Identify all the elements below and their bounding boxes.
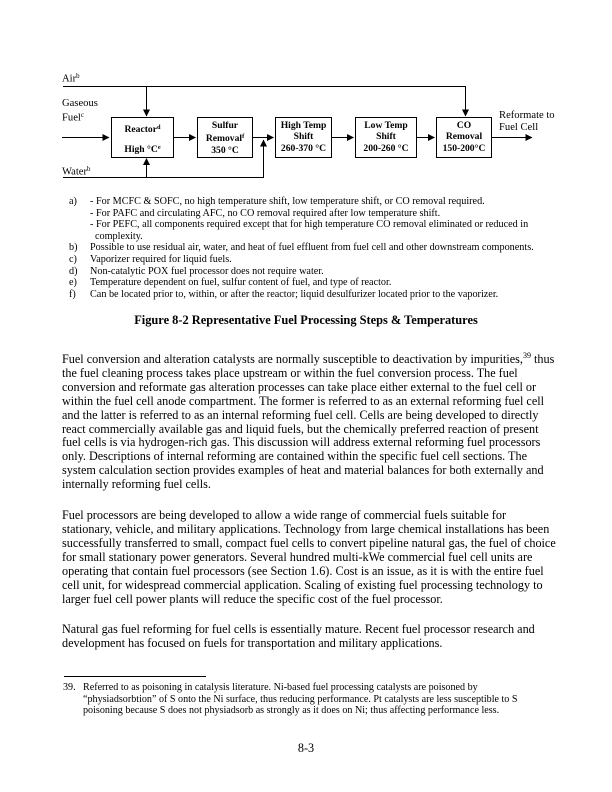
figure-note-a	[69, 196, 534, 242]
footnote-39-line3: poisoning because S does not physiadsorb as strongly as it does on Ni; thus affecting performance less.	[83, 705, 500, 717]
footnote-39-number: 39.	[63, 682, 76, 693]
footnote-39-line2: “physiadsorbtion” of S onto the Ni surface, thus reducing performance. Pt catalysts are less susceptible to S	[83, 693, 518, 705]
note-d-line1: Non-catalytic POX fuel processor does not require water.	[90, 265, 324, 277]
figure-caption: Figure 8-2 Representative Fuel Processing Steps & Temperatures	[134, 313, 478, 327]
note-d-text	[90, 266, 324, 278]
reactor-title-sup: d	[156, 124, 161, 131]
note-e-label: e)	[69, 277, 77, 289]
lts-box-temp: 200-260 °C	[363, 142, 409, 154]
note-b-label: b)	[69, 242, 78, 254]
air-label	[62, 71, 80, 85]
low-temp-shift-box	[355, 117, 417, 158]
reformate-label	[499, 110, 555, 133]
body-text	[62, 353, 556, 668]
paragraph-2: Fuel processors are being developed to allow a wide range of commercial fuels suitable for stationary, vehicle, and military applications. Technology from large chemical installations has been successfully transferred to small, compact fuel cells to convert pipeline natural gas, the fuel of choice for small stationary power generators. Several hundred multi-kWe commercial fuel cell units are operating that contain fuel processors (see Section 1.6). Cost is an issue, as it is with the entire fuel cell unit, for widespread commercial application. Scaling of existing fuel processing technology to larger fuel cell power plants will reduce the specific cost of the fuel processor.	[62, 508, 556, 606]
figure-note-b	[69, 242, 534, 254]
fuel-processing-diagram	[0, 0, 612, 200]
co-box-line1: CO	[456, 120, 472, 131]
note-b-text	[90, 242, 534, 254]
footnote-39-text	[83, 682, 518, 717]
note-f-line1: Can be located prior to, within, or after the reactor; liquid desulfurizer located prior to the vaporizer.	[90, 288, 499, 300]
note-c-label: c)	[69, 253, 77, 265]
note-b-line1: Possible to use residual air, water, and heat of fuel effluent from fuel cell and other downstream components.	[90, 242, 534, 254]
footnote-39	[63, 682, 583, 717]
sulfur-box-temp: 350 °C	[211, 144, 239, 156]
note-e-text	[90, 277, 391, 289]
lts-box-line2: Shift	[376, 131, 396, 143]
reactor-title-text: Reactor	[124, 124, 157, 135]
paragraph-3: Natural gas fuel reforming for fuel cells is essentially mature. Recent fuel processor research and development has focused on fuels for transportation and military applications.	[62, 622, 535, 651]
footnote-block	[63, 671, 583, 717]
reactor-box-title	[112, 122, 173, 135]
gaseous-fuel-label	[62, 98, 98, 124]
note-a-line1: - For MCFC & SOFC, no high temperature shift, low temperature shift, or CO removal required.	[90, 196, 485, 207]
sulfur-box-sup: f	[242, 133, 245, 141]
reactor-temp-sup: e	[157, 144, 161, 152]
note-d-label: d)	[69, 265, 78, 277]
sulfur-box-line2	[198, 131, 252, 144]
footnote-39-line1: Referred to as poisoning in catalysis literature. Ni-based fuel processing catalysts are poisoned by	[83, 682, 478, 693]
note-e-line1: Temperature dependent on fuel, sulfur content of fuel, and type of reactor.	[90, 277, 392, 289]
note-a-line4: complexity.	[95, 230, 143, 242]
water-label-sup: b	[87, 166, 91, 173]
gaseous-fuel-label-text: Fuel	[62, 112, 81, 124]
reactor-box-temp	[112, 142, 173, 155]
note-a-text	[90, 196, 528, 242]
note-f-text	[90, 289, 498, 301]
figure-notes	[69, 196, 534, 300]
gaseous-fuel-label-sup: c	[80, 111, 84, 119]
paragraph-1	[62, 353, 556, 492]
high-temp-shift-box	[275, 117, 332, 158]
reformate-label-line1: Reformate to	[499, 110, 555, 121]
note-a-label: a)	[69, 196, 77, 207]
gaseous-fuel-label-line1: Gaseous	[62, 98, 98, 109]
lts-box-line1: Low Temp	[364, 120, 408, 131]
note-a-line3: - For PEFC, all components required except that for high temperature CO removal eliminated or reduced in	[90, 219, 529, 231]
hts-box-line1: High Temp	[280, 120, 327, 131]
sulfur-removal-box	[197, 117, 253, 158]
page-number: 8-3	[297, 741, 315, 755]
note-a-line2: - For PAFC and circulating AFC, no CO removal required after low temperature shift.	[90, 207, 441, 219]
figure-note-f	[69, 289, 534, 301]
figure-note-e	[69, 277, 534, 289]
note-c-text	[90, 254, 232, 266]
figure-note-c	[69, 254, 534, 266]
co-removal-box	[436, 117, 492, 158]
water-label	[62, 164, 90, 178]
note-f-label: f)	[69, 288, 76, 300]
paragraph-1-lead: Fuel conversion and alteration catalysts are normally susceptible to deactivation by impurities,	[62, 352, 523, 366]
sulfur-box-line1: Sulfur	[211, 120, 239, 131]
reformate-label-line2: Fuel Cell	[499, 121, 539, 133]
co-box-line2: Removal	[445, 131, 483, 143]
gaseous-fuel-label-line2	[62, 110, 98, 124]
reactor-box	[111, 117, 174, 158]
hts-box-temp: 260-370 °C	[280, 142, 327, 154]
water-label-text: Water	[62, 166, 88, 178]
note-c-line1: Vaporizer required for liquid fuels.	[90, 253, 232, 265]
footnote-separator-rule	[64, 676, 206, 677]
co-box-temp: 150-200°C	[442, 142, 486, 154]
hts-box-line2: Shift	[293, 131, 314, 143]
air-label-sup: b	[76, 73, 80, 80]
air-supply-line	[63, 87, 466, 117]
sulfur-box-line2-text: Removal	[205, 133, 243, 145]
footnote-reference-39: 39	[522, 351, 531, 360]
paragraph-1-rest: thus the fuel cleaning process takes place upstream or within the fuel conversion process. The fuel conversion and reformate gas alteration processes can take place either external to the fuel cell or within the fuel cell anode compartment. The former is referred to as an external reforming fuel cell and the latter is referred to as an internal reforming fuel cell. Cells are being developed to directly react commercially available gas and liquid fuels, but the chemically preferred reaction of present fuel cells is via hydrogen-rich gas. This discussion will address external reforming fuel processors only. Descriptions of internal reforming are contained within the specific fuel cell sections. The system calculation section provides examples of heat and material balances for both externally and internally reforming fuel cells.	[62, 352, 555, 492]
reactor-temp-text: High °C	[124, 144, 158, 156]
figure-note-d	[69, 266, 534, 278]
air-label-text: Air	[62, 73, 77, 85]
